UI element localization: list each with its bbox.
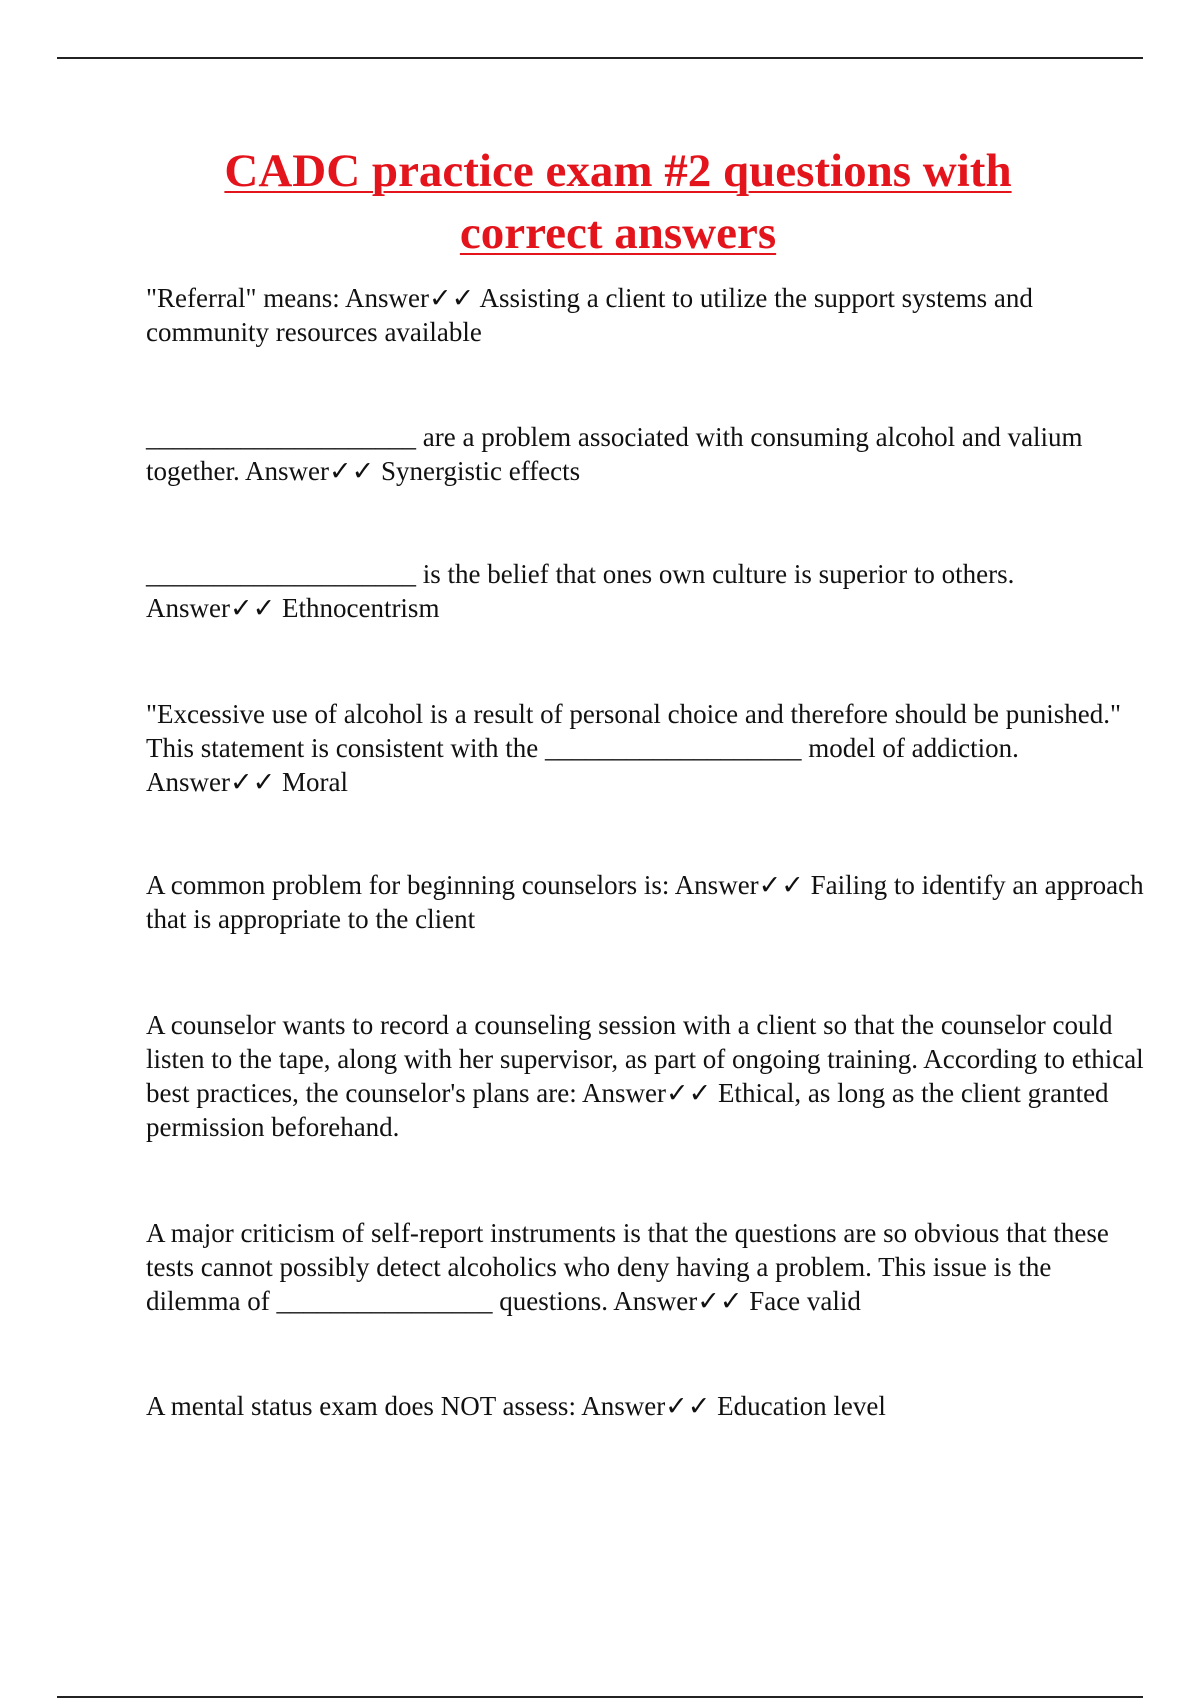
title-line-1: CADC practice exam #2 questions with bbox=[224, 145, 1012, 197]
qa-item-ethnocentrism: ____________________ is the belief that ones own culture is superior to others. Answer✓✓ Ethnocentrism bbox=[146, 559, 1015, 623]
qa-item-synergistic: ____________________ are a problem associated with consuming alcohol and valium together. Answer✓✓ Synergistic effects bbox=[146, 422, 1083, 486]
footer-rule bbox=[57, 1696, 1143, 1698]
qa-item-moral-model: "Excessive use of alcohol is a result of personal choice and therefore should be punished." This statement is consistent with the ___________________ model of addiction. Answer✓✓ Moral bbox=[146, 699, 1121, 797]
qa-item-recording-session: A counselor wants to record a counseling session with a client so that the counselor could listen to the tape, along with her supervisor, as part of ongoing training. According to ethical best practices, the counselor's plans are: Answer✓✓ Ethical, as long as the client granted permission beforehand. bbox=[146, 1010, 1144, 1142]
header-rule bbox=[57, 57, 1143, 59]
page-title bbox=[110, 140, 1126, 264]
qa-item-self-report: A major criticism of self-report instruments is that the questions are so obvious that these tests cannot possibly detect alcoholics who deny having a problem. This issue is the dilemma of ________________ questions. Answer✓✓ Face valid bbox=[146, 1218, 1109, 1316]
title-line-2: correct answers bbox=[459, 207, 777, 259]
qa-item-referral: "Referral" means: Answer✓✓ Assisting a client to utilize the support systems and community resources available bbox=[146, 283, 1033, 347]
qa-item-mental-status: A mental status exam does NOT assess: Answer✓✓ Education level bbox=[146, 1391, 886, 1421]
qa-item-beginning-counselors: A common problem for beginning counselors is: Answer✓✓ Failing to identify an approach that is appropriate to the client bbox=[146, 870, 1144, 934]
